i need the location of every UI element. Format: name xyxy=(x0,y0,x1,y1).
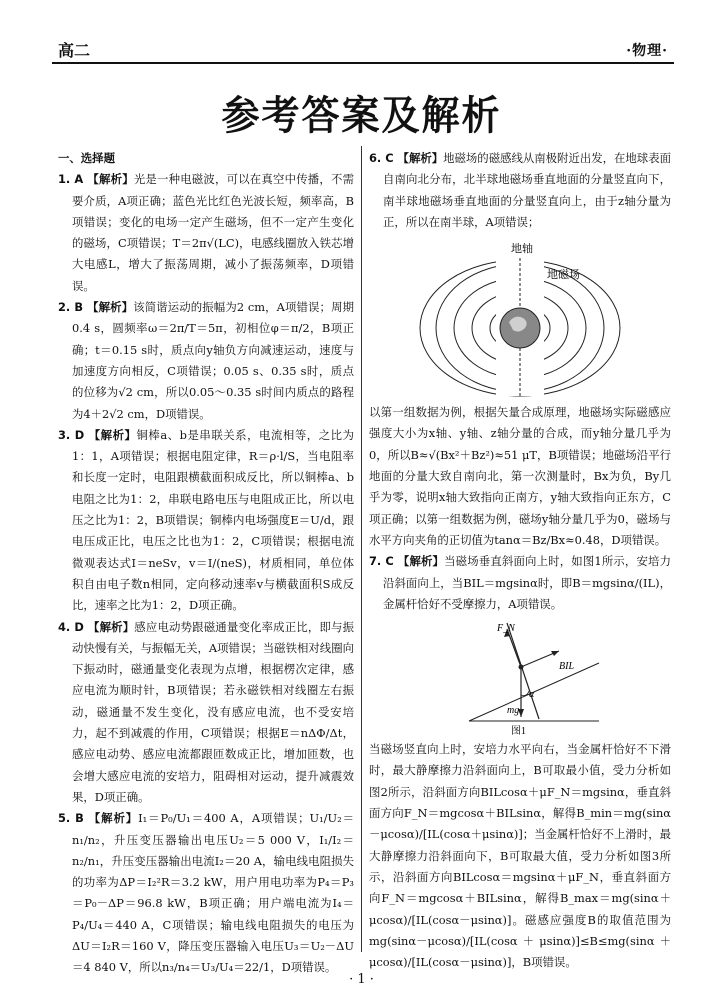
answer-text: 当磁场竖直向上时，安培力水平向右，当金属杆恰好不下滑时，最大静摩擦力沿斜面向上，B可取最小值，受力分析如图2所示，沿斜面方向BILcosα＋μF_N＝mgsinα，垂直斜面方向F_N＝mgcosα＋BILsinα，解得B_min＝mg(sinα－μcosα)/[IL(cosα＋μsinα)]；当金属杆恰好不上滑时，最大静摩擦力沿斜面向下，B可取最大值，受力分析如图3所示，沿斜面方向BILcosα＝mgsinα＋μF_N，垂直斜面方向F_N＝mgcosα＋BILsinα，解得B_max＝mg(sinα＋μcosα)/[IL(cosα－μsinα)]。磁感应强度B的取值范围为mg(sinα－μcosα)/[IL(cosα＋μsinα)]≤B≤mg(sinα＋μcosα)/[IL(cosα－μsinα)]，B项错误。 xyxy=(369,742,671,970)
answer-7-continued xyxy=(369,739,671,973)
answer-2 xyxy=(58,297,354,425)
answer-text: 感应电动势跟磁通量变化率成正比，即与振动快慢有关，与振幅无关，A项错误；当磁铁相对线圈向下振动时，磁通量变化表现为点增，根据楞次定律，感应电流为顺时针，B项错误；若永磁铁相对线圈左右振动，磁通量不发生变化，没有感应电流，也不受安培力，起不到减震的作用，C项错误；根据E＝nΔΦ/Δt，感应电动势、感应电流都跟匝数成正比，增加匝数，也会增大感应电流的安培力，阻碍相对运动，提升减震效果，D项正确。 xyxy=(72,619,354,804)
page-header xyxy=(52,36,672,62)
answer-label: 4. D 【解析】 xyxy=(58,619,135,634)
answer-7 xyxy=(369,551,671,615)
answer-3 xyxy=(58,425,354,617)
column-divider xyxy=(361,146,362,952)
answer-5 xyxy=(58,808,354,978)
figure-caption: 图1 xyxy=(511,726,526,738)
answer-text: 该简谐运动的振幅为2 cm，A项错误；周期0.4 s，圆频率ω＝2π/T＝5π，初相位φ＝π/2，B项正确；t＝0.15 s时，质点向y轴负方向减速运动，速度与加速度方向相反，C项错误；0.05 s、0.35 s时，质点的位移为√2 cm，所以0.05～0.35 s时间内质点的路程为4＋2√2 cm，D项错误。 xyxy=(72,300,354,421)
header-rule xyxy=(52,62,674,64)
left-column xyxy=(58,148,354,979)
answer-label: 3. D 【解析】 xyxy=(58,427,137,442)
page-number: · 1 · xyxy=(349,972,374,987)
answer-1 xyxy=(58,169,354,297)
right-column xyxy=(369,148,671,973)
answer-label: 2. B 【解析】 xyxy=(58,300,134,315)
answer-label: 1. A 【解析】 xyxy=(58,172,134,187)
answer-6 xyxy=(369,148,671,233)
answer-text: 光是一种电磁波，可以在真空中传播，不需要介质，A项正确；蓝色光比红色光波长短，频率高，B项错误；变化的电场一定产生磁场，但不一定产生变化的磁场，C项错误；T＝2π√(LC)，电感线圈放入铁芯增大电感L，增大了振荡周期，减小了振荡频率，D项错误。 xyxy=(72,172,354,293)
earth-magnetic-field-figure xyxy=(369,236,671,398)
answer-label: 6. C 【解析】 xyxy=(369,151,444,165)
answer-text: 地磁场的磁感线从南极附近出发，在地球表面自南向北分布，北半球地磁场垂直地面的分量竖直向下，南半球地磁场垂直地面的分量竖直向上，由于z轴分量为正，所以在南半球，A项错误； xyxy=(383,151,671,229)
answer-text: 当磁场垂直斜面向上时，如图1所示，安培力沿斜面向上，当BIL＝mgsinα时，即B＝mgsinα/(IL)，金属杆恰好不受摩擦力，A项错误。 xyxy=(383,554,672,611)
answer-label: 5. B 【解析】 xyxy=(58,811,139,826)
answer-text: 铜棒a、b是串联关系，电流相等，之比为1：1，A项错误；根据电阻定律，R＝ρ·l/S，当电阻率和长度一定时，电阻跟横截面积成反比，所以铜棒a、b电阻之比为1：2，串联电路电压与电阻成正比，所以电压之比为1：2，B项错误；铜棒内电场强度E＝U/d，跟电压成正比，电压之比也为1：2，C项错误；根据电流微观表达式I＝neSv，v＝I/(neS)，材质相同，单位体积自由电子数n相同，定向移动速率v与横截面积S成反比，速率之比为1：2，D项正确。 xyxy=(72,427,354,613)
axis-label: 地轴 xyxy=(511,243,533,256)
section-heading: 一、选择题 xyxy=(58,151,115,165)
answer-text: 以第一组数据为例，根据矢量合成原理，地磁场实际磁感应强度大小为x轴、y轴、z轴分量的合成，而y轴分量几乎为0，所以B≈√(Bx²＋Bz²)≈51 μT，B项错误；地磁场沿平行地面的分量大致自南向北，第一次测量时，Bx为负，By几乎为零，说明x轴大致指向正南方，y轴大致指向正东方，C项正确；以第一组数据为例，磁场y轴分量几乎为0，磁场与水平方向夹角的正切值为tanα＝Bz/Bx≈0.48，D项错误。 xyxy=(369,405,671,547)
normal-force-label: F_N xyxy=(497,623,515,635)
field-label: 地磁场 xyxy=(547,269,580,282)
answer-6-continued xyxy=(369,402,671,551)
answer-4 xyxy=(58,617,354,809)
answer-text: I₁＝P₀/U₁＝400 A，A项错误；U₁/U₂＝n₁/n₂，升压变压器输出电压U₂＝5 000 V，I₁/I₂＝n₂/n₁，升压变压器输出电流I₂＝20 A，输电线电阻损失的功率为ΔP＝I₂²R＝3.2 kW，用户用电功率为P₄＝P₃＝P₀－ΔP＝96.8 kW，B项正确；用户端电流为I₄＝P₄/U₄＝440 A，C项错误；输电线电阻损失的电压为ΔU＝I₂R＝160 V，降压变压器输入电压U₃＝U₂－ΔU＝4 840 V，所以n₃/n₄＝U₃/U₄＝22/1，D项错误。 xyxy=(72,811,354,975)
grade-label: 高二 xyxy=(58,41,91,60)
subject-label: ·物理· xyxy=(626,43,668,59)
weight-label: mg xyxy=(507,705,520,717)
angle-label: α xyxy=(529,689,535,701)
incline-force-diagram xyxy=(369,617,671,737)
incline-force-figure xyxy=(369,617,671,737)
answer-label: 7. C 【解析】 xyxy=(369,554,445,569)
ampere-force-label: BIL xyxy=(559,661,574,673)
earth-field-diagram xyxy=(369,236,671,398)
page-title: 参考答案及解析 xyxy=(221,92,502,139)
